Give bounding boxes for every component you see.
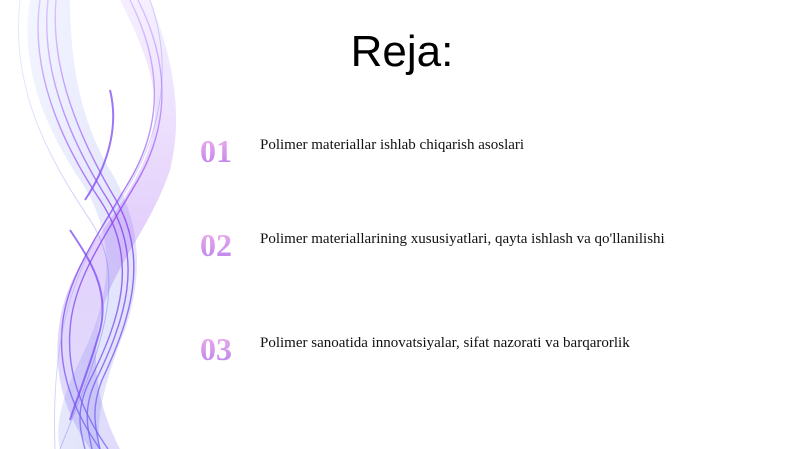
agenda-item — [200, 133, 780, 173]
item-text: Polimer materiallar ishlab chiqarish asoslari — [260, 137, 525, 153]
item-number: 03 — [200, 331, 250, 367]
agenda-item — [200, 331, 780, 371]
item-number: 01 — [200, 133, 250, 169]
item-text: Polimer sanoatida innovatsiyalar, sifat nazorati va barqarorlik — [260, 335, 630, 351]
slide-title: Reja: — [350, 27, 454, 76]
item-number: 02 — [200, 227, 250, 263]
purple-wave-decoration — [0, 0, 190, 449]
agenda-item — [200, 227, 780, 267]
item-text: Polimer materiallarining xususiyatlari, qayta ishlash va qo'llanilishi — [260, 231, 665, 247]
